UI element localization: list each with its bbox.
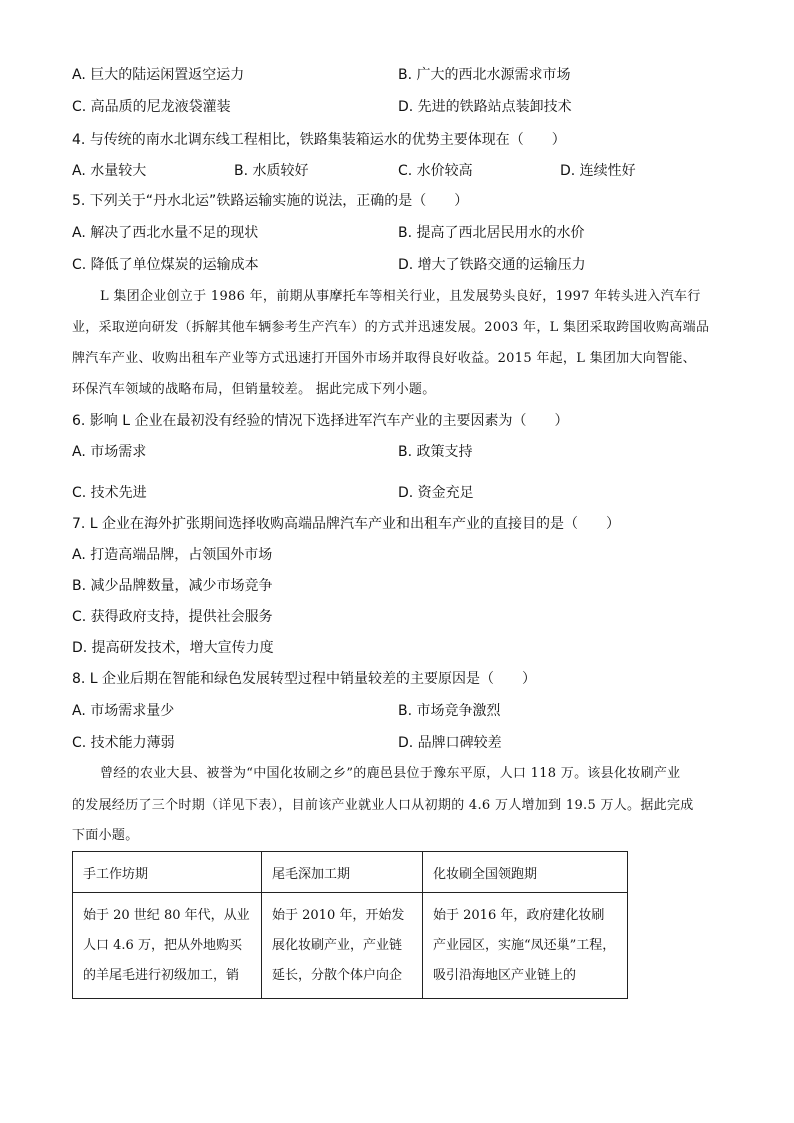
q7-option-d: D. 提高研发技术，增大宣传力度 [72,640,274,656]
q4-option-a: A. 水量较大 [72,163,147,179]
q7-option-a: A. 打造高端品牌，占领国外市场 [72,547,273,563]
table-header-cell: 化妆刷全国领跑期 [423,852,628,893]
q8-option-b: B. 市场竞争激烈 [398,703,501,719]
q5-stem: 5. 下列关于“丹水北运”铁路运输实施的说法，正确的是（ ） [72,193,469,209]
passage-l-line-3: 牌汽车产业、收购出租车产业等方式迅速打开国外市场并取得良好收益。2015 年起，L 集团加大向智能、 [72,351,696,366]
q5-option-b: B. 提高了西北居民用水的水价 [398,225,585,241]
table-cell-text: 始于 2010 年，开始发展化妆刷产业，产业链延长，分散个体户向企 [272,908,405,983]
q7-stem: 7. L 企业在海外扩张期间选择收购高端品牌汽车产业和出租车产业的直接目的是（ ） [72,516,621,532]
q8-option-a: A. 市场需求量少 [72,703,175,719]
table-row [73,893,628,999]
q4-option-b: B. 水质较好 [234,163,309,179]
q6-option-c: C. 技术先进 [72,485,147,501]
development-periods-table [72,851,628,999]
q8-stem: 8. L 企业后期在智能和绿色发展转型过程中销量较差的主要原因是（ ） [72,671,537,687]
table-cell [423,893,628,999]
passage-county-line-3: 下面小题。 [72,828,139,843]
q3-option-a: A. 巨大的陆运闲置返空运力 [72,67,245,83]
q4-option-d: D. 连续性好 [560,163,636,179]
q4-stem: 4. 与传统的南水北调东线工程相比，铁路集装箱运水的优势主要体现在（ ） [72,132,566,148]
q8-option-d: D. 品牌口碑较差 [398,735,502,751]
passage-l-line-2: 业，采取逆向研发（拆解其他车辆参考生产汽车）的方式并迅速发展。2003 年，L 集团采取跨国收购高端品 [72,320,710,335]
passage-l-group [72,288,724,398]
table-header-cell: 尾毛深加工期 [262,852,423,893]
q3-option-d: D. 先进的铁路站点装卸技术 [398,99,572,115]
table-cell [73,893,262,999]
q6-option-d: D. 资金充足 [398,485,474,501]
q3-option-c: C. 高品质的尼龙液袋灌装 [72,99,231,115]
passage-county-line-1: 曾经的农业大县、被誉为“中国化妆刷之乡”的鹿邑县位于豫东平原，人口 118 万。该县化妆刷产业 [100,766,681,781]
q6-option-b: B. 政策支持 [398,444,473,460]
table-header-row [73,852,628,893]
q8-option-c: C. 技术能力薄弱 [72,735,175,751]
passage-l-line-4: 环保汽车领域的战略布局，但销量较差。 据此完成下列小题。 [72,382,436,397]
table-header-cell: 手工作坊期 [73,852,262,893]
q5-option-a: A. 解决了西北水量不足的现状 [72,225,259,241]
q7-option-b: B. 减少品牌数量，减少市场竞争 [72,578,273,594]
q6-stem: 6. 影响 L 企业在最初没有经验的情况下选择进军汽车产业的主要因素为（ ） [72,413,569,429]
q6-option-a: A. 市场需求 [72,444,147,460]
q3-option-b: B. 广大的西北水源需求市场 [398,67,571,83]
passage-county [72,765,724,845]
q5-option-d: D. 增大了铁路交通的运输压力 [398,257,586,273]
passage-county-line-2: 的发展经历了三个时期（详见下表），目前该产业就业人口从初期的 4.6 万人增加到 19.5 万人。据此完成 [72,798,694,813]
table-cell [262,893,423,999]
q7-option-c: C. 获得政府支持，提供社会服务 [72,609,273,625]
table-cell-text: 始于 2016 年，政府建化妆刷产业园区，实施“凤还巢”工程，吸引沿海地区产业链上的 [433,908,616,983]
q5-option-c: C. 降低了单位煤炭的运输成本 [72,257,259,273]
passage-l-line-1: L 集团企业创立于 1986 年，前期从事摩托车等相关行业，且发展势头良好，1997 年转头进入汽车行 [100,289,701,304]
q4-option-c: C. 水价较高 [398,163,473,179]
table-cell-text: 始于 20 世纪 80 年代，从业人口 4.6 万，把从外地购买的羊尾毛进行初级加工，销 [83,908,250,983]
